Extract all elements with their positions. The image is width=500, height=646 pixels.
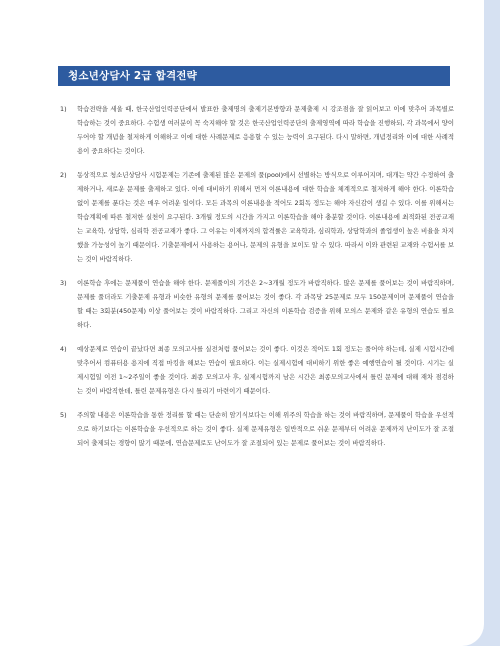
item-text: 예상문제로 연습이 끝났다면 최종 모의고사를 실전처럼 풀어보는 것이 좋다. 이것은 적어도 1회 정도는 풀어야 하는데, 실제 시험시간에 맞추어서 컴퓨터용 용지에 직접 마킹을 해보는 연습이 필요하다. 이는 실제시험에 대비하기 위한 좋은 예행연습이 될 것이다. 시기는 실제시험일 이전 1~2주일이 좋을 것이다. 최종 모의고사 후, 실제시험까지 남은 시간은 최종모의고사에서 틀린 문제에 대해 재차 점검하는 것이 바람직한데, 틀린 문제유형은 다시 틀리기 마련이기 때문이다. [77,345,454,395]
section-title: 청소년상담사 2급 합격전략 [58,66,450,86]
item-text: 주의할 내용은 이론학습을 통한 정리를 할 때는 단순히 암기식보다는 이해 위주의 학습을 하는 것이 바람직하며, 문제풀이 학습을 우선적으로 하기보다는 이론학습을 우선적으로 하는 것이 좋다. 실제 문제유형은 일반적으로 쉬운 문제부터 어려운 문제까지 난이도가 잘 조절되어 출제되는 경향이 많기 때문에, 연습문제로도 난이도가 잘 조절되어 있는 문제로 풀어보는 것이 바람직하다. [77,411,454,447]
list-item [58,408,454,450]
item-number: 1) [60,105,67,113]
list-item [58,342,454,398]
item-text: 이론학습 후에는 문제풀이 연습을 해야 한다. 문제풀이의 기간은 2~3개월 정도가 바람직하다. 많은 문제를 풀어보는 것이 바람직하며, 문제를 풀더라도 기출문제 유형과 비슷한 유형의 문제를 풀어보는 것이 좋다. 각 과목당 25문제로 모두 150문제이며 문제풀이 연습을 할 때는 3회분(450문제) 이상 풀어보는 것이 바람직하다. 그리고 자신의 이론학습 검증을 위해 모의스 문제와 같은 유형의 연습도 필요하다. [77,279,454,329]
item-number: 2) [60,171,67,179]
list-item [58,102,454,158]
item-number: 3) [60,279,67,287]
list-item [58,168,454,266]
strategy-list [58,102,454,460]
item-text: 학습전략을 세울 때, 한국산업인력공단에서 발표한 출제명의 출제기본방향과 문제출제 시 강조점을 잘 읽어보고 이에 맞추어 과목별로 학습하는 것이 중요하다. 수험생 여러분이 꼭 숙지해야 할 것은 한국산업인력공단의 출제영역에 따라 학습을 진행하되, 각 과목에서 양이두어야 할 개념을 철저하게 이해하고 이에 대한 사례문제로 응용할 수 있는 능력이 요구된다. 다시 말하면, 개념정리와 이에 대한 사례적용이 중요하다는 것이다. [77,105,454,155]
list-item [58,276,454,332]
item-number: 5) [60,411,67,419]
item-number: 4) [60,345,67,353]
item-text: 동상적으로 청소년상담사 시험문제는 기존에 출제된 많은 문제의 풀(pool)에서 선별하는 방식으로 이루어지며, 대개는 약간 수정하여 출제하거나, 새로운 문제를 출제하고 있다. 이에 대비하기 위해서 먼저 이론내용에 대한 학습을 체계적으로 철저하게 해야 한다. 이론학습 없이 문제를 푼다는 것은 매우 어려운 일이다. 모든 과목의 이론내용을 적어도 2회독 정도는 해야 자신감이 생길 수 있다. 이를 위해서는 학습계획에 따른 철저한 실천이 요구된다. 3개월 정도의 시간을 가지고 이론학습을 해야 충분할 것이다. 이론내용에 최적화된 전공교재는 교육학, 상담학, 심리학 전공교재가 좋다. 그 이유는 이제까지의 합격률은 교육학과, 심리학과, 상담학과의 졸업생이 높은 비율을 차지했을 가능성이 높기 때문이다. 기출문제에서 사용하는 용어나, 문제의 유형을 보이도 알 수 있다. 따라서 이와 관련된 교재와 수험서를 보는 것이 바람직하다. [77,171,454,263]
